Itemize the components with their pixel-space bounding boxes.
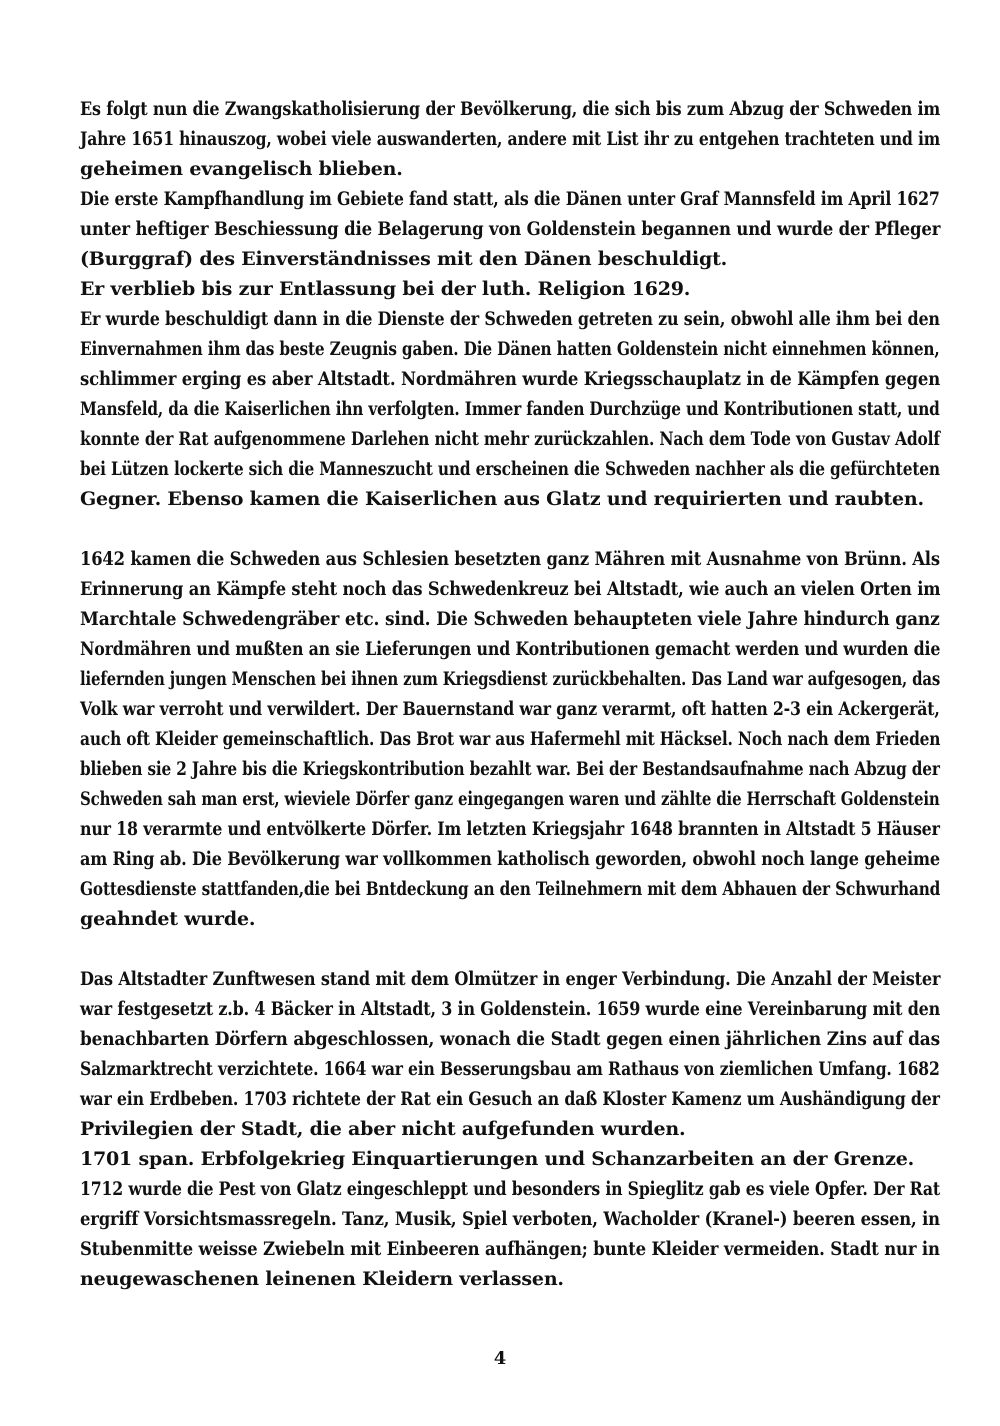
text-line: ergriff Vorsichtsmassregeln. Tanz, Musik, Spiel verboten, Wacholder (Kranel-) beeren essen, in	[80, 1208, 940, 1230]
text-line: am Ring ab. Die Bevölkerung war vollkommen katholisch geworden, obwohl noch lange geheime	[80, 848, 940, 870]
text-line: Einvernahmen ihm das beste Zeugnis gaben. Die Dänen hatten Goldenstein nicht einnehmen können,	[80, 338, 940, 360]
text-line: war ein Erdbeben. 1703 richtete der Rat ein Gesuch an daß Kloster Kamenz um Aushändigung der	[80, 1088, 940, 1110]
text-line: unter heftiger Beschiessung die Belagerung von Goldenstein begannen und wurde der Pfleger	[80, 218, 941, 240]
paragraph-spacer	[80, 514, 940, 544]
paragraph-thirty-years-war	[80, 94, 940, 514]
text-line: Erinnerung an Kämpfe steht noch das Schwedenkreuz bei Altstadt, wie auch an vielen Orten im	[80, 578, 941, 600]
text-line: geahndet wurde.	[80, 908, 256, 930]
text-line: Nordmähren und mußten an sie Lieferungen und Kontributionen gemacht werden und wurden die	[80, 638, 941, 660]
paragraph-spacer	[80, 934, 940, 964]
text-line: 1712 wurde die Pest von Glatz eingeschleppt und besonders in Spieglitz gab es viele Opfer. Der Rat	[80, 1178, 941, 1200]
text-line: 1642 kamen die Schweden aus Schlesien besetzten ganz Mähren mit Ausnahme von Brünn. Als	[80, 548, 940, 570]
text-line: Marchtale Schwedengräber etc. sind. Die Schweden behaupteten viele Jahre hindurch ganz	[80, 608, 940, 630]
text-line: Stubenmitte weisse Zwiebeln mit Einbeeren aufhängen; bunte Kleider vermeiden. Stadt nur in	[80, 1238, 940, 1260]
text-line: 1701 span. Erbfolgekrieg Einquartierungen und Schanzarbeiten an der Grenze.	[80, 1148, 915, 1170]
text-line: Salzmarktrecht verzichtete. 1664 war ein Besserungsbau am Rathaus von ziemlichen Umfang. 1682	[80, 1058, 940, 1080]
text-line: Mansfeld, da die Kaiserlichen ihn verfolgten. Immer fanden Durchzüge und Kontributionen statt, und	[80, 398, 940, 420]
text-line: schlimmer erging es aber Altstadt. Nordmähren wurde Kriegsschauplatz in de Kämpfen gegen	[80, 368, 941, 390]
text-line: Schweden sah man erst, wieviele Dörfer ganz eingegangen waren und zählte die Herrschaft Goldenstein	[80, 788, 940, 810]
text-line: Privilegien der Stadt, die aber nicht aufgefunden wurden.	[80, 1118, 686, 1140]
text-line: konnte der Rat aufgenommene Darlehen nicht mehr zurückzahlen. Nach dem Tode von Gustav Adolf	[80, 428, 940, 450]
paragraph-guilds-and-plague	[80, 964, 940, 1294]
text-line: blieben sie 2 Jahre bis die Kriegskontribution bezahlt war. Bei der Bestandsaufnahme nach Abzug der	[80, 758, 940, 780]
text-line: Er verblieb bis zur Entlassung bei der luth. Religion 1629.	[80, 278, 691, 300]
text-line: Gegner. Ebenso kamen die Kaiserlichen aus Glatz und requirierten und raubten.	[80, 488, 924, 510]
document-body	[80, 94, 940, 1294]
paragraph-swedish-occupation	[80, 544, 940, 934]
text-line: Jahre 1651 hinauszog, wobei viele auswanderten, andere mit List ihr zu entgehen trachteten und im	[80, 128, 941, 150]
text-line: liefernden jungen Menschen bei ihnen zum Kriegsdienst zurückbehalten. Das Land war aufgesogen, das	[80, 668, 941, 690]
text-line: Das Altstadter Zunftwesen stand mit dem Olmützer in enger Verbindung. Die Anzahl der Meister	[80, 968, 941, 990]
text-line: (Burggraf) des Einverständnisses mit den Dänen beschuldigt.	[80, 248, 728, 270]
text-line: Es folgt nun die Zwangskatholisierung der Bevölkerung, die sich bis zum Abzug der Schweden im	[80, 98, 941, 120]
text-line: geheimen evangelisch blieben.	[80, 158, 403, 180]
page-number: 4	[493, 1348, 507, 1369]
text-line: benachbarten Dörfern abgeschlossen, wonach die Stadt gegen einen jährlichen Zins auf das	[80, 1028, 940, 1050]
text-line: Volk war verroht und verwildert. Der Bauernstand war ganz verarmt, oft hatten 2-3 ein Ackergerät,	[80, 698, 940, 720]
text-line: Die erste Kampfhandlung im Gebiete fand statt, als die Dänen unter Graf Mannsfeld im April 1627	[80, 188, 940, 210]
text-line: Gottesdienste stattfanden,die bei Bntdeckung an den Teilnehmern mit dem Abhauen der Schwurhand	[80, 878, 941, 900]
text-line: Er wurde beschuldigt dann in die Dienste der Schweden getreten zu sein, obwohl alle ihm bei den	[80, 308, 940, 330]
text-line: neugewaschenen leinenen Kleidern verlassen.	[80, 1268, 564, 1290]
text-line: nur 18 verarmte und entvölkerte Dörfer. Im letzten Kriegsjahr 1648 brannten in Altstadt 5 Häuser	[80, 818, 940, 840]
text-line: war festgesetzt z.b. 4 Bäcker in Altstadt, 3 in Goldenstein. 1659 wurde eine Vereinbarung mit den	[80, 998, 941, 1020]
text-line: bei Lützen lockerte sich die Manneszucht und erscheinen die Schweden nachher als die gefürchteten	[80, 458, 940, 480]
text-line: auch oft Kleider gemeinschaftlich. Das Brot war aus Hafermehl mit Häcksel. Noch nach dem Frieden	[80, 728, 941, 750]
